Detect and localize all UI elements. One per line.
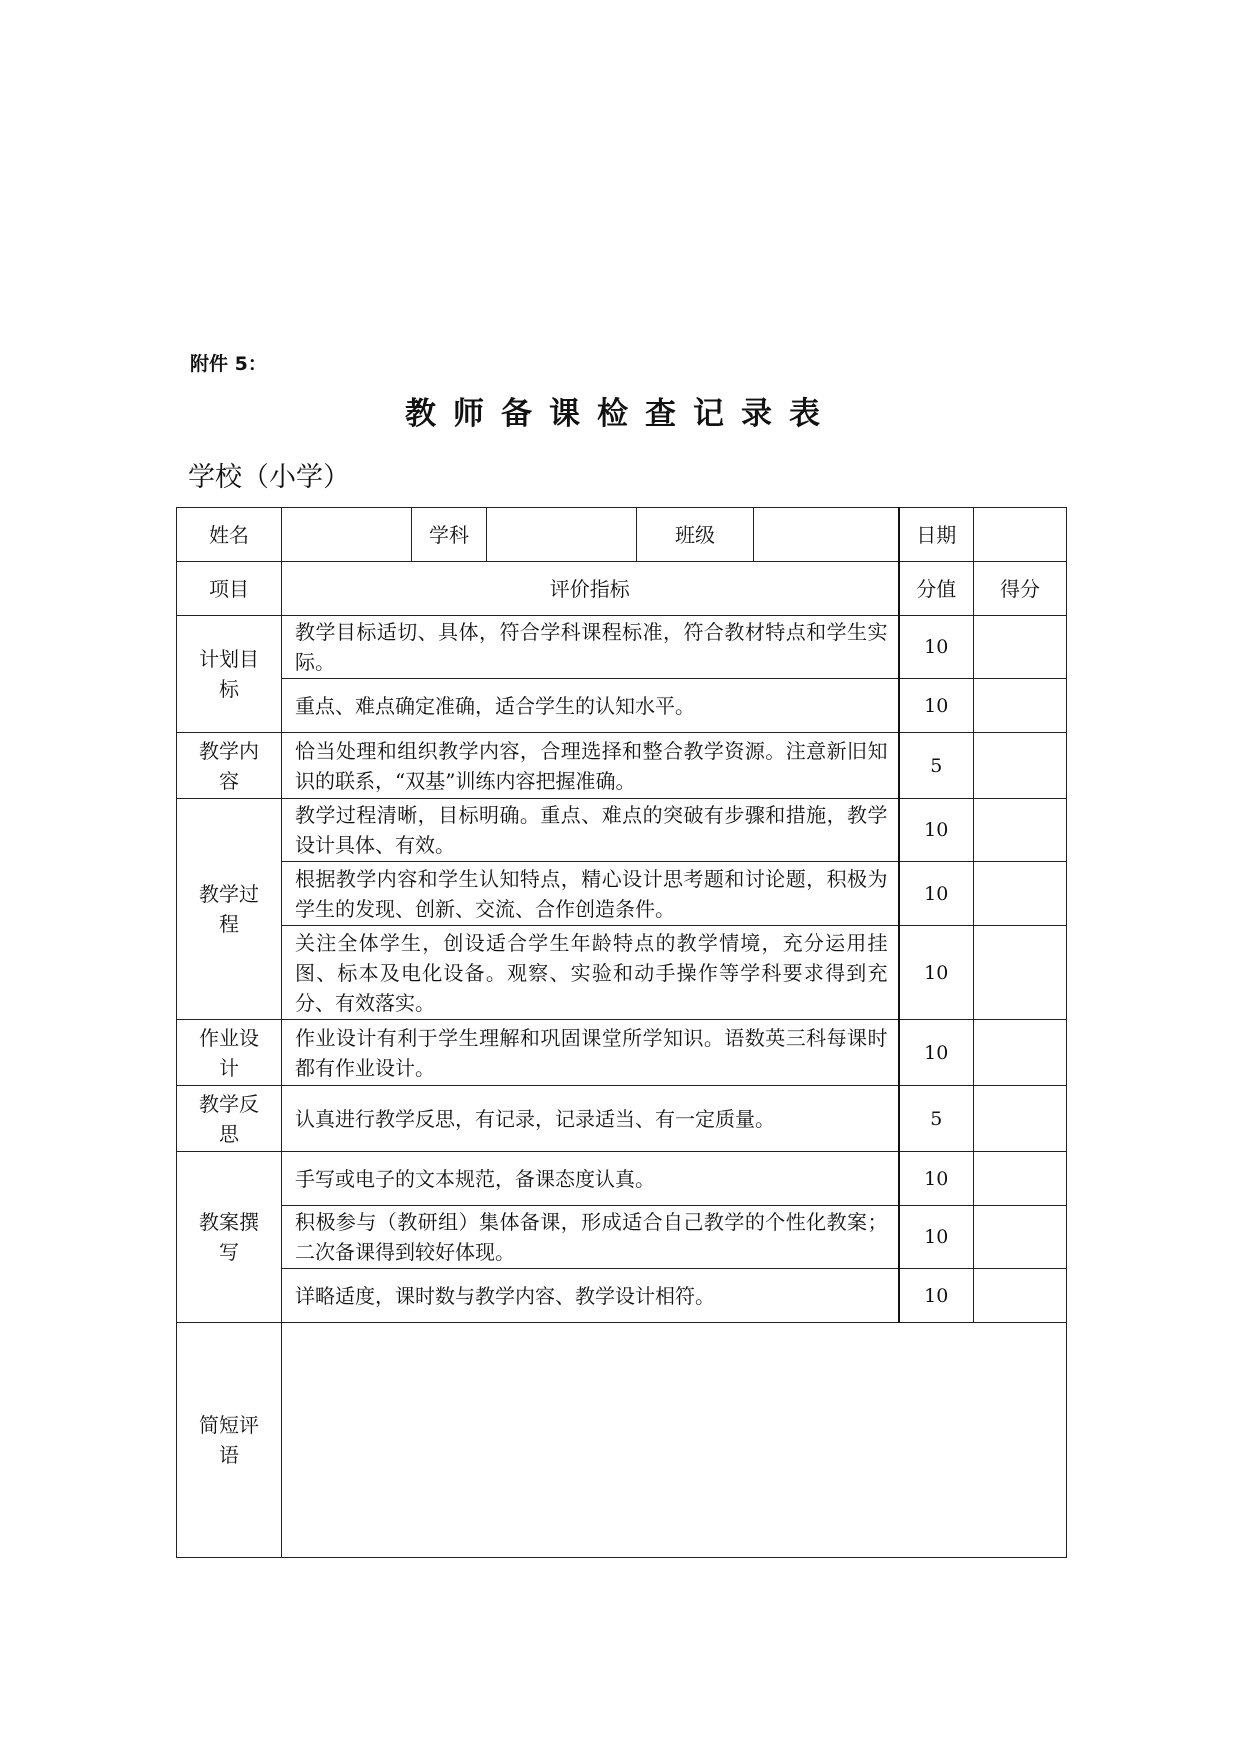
score-field[interactable] <box>974 616 1067 679</box>
criteria-text: 关注全体学生，创设适合学生年龄特点的教学情境，充分运用挂图、标本及电化设备。观察、实验和动手操作等学科要求得到充分、有效落实。 <box>282 926 899 1020</box>
points-value: 10 <box>899 679 974 733</box>
name-field[interactable] <box>282 508 412 562</box>
table-row <box>177 926 1067 1020</box>
criteria-text: 教学过程清晰，目标明确。重点、难点的突破有步骤和措施，教学设计具体、有效。 <box>282 799 899 862</box>
criteria-text: 根据教学内容和学生认知特点，精心设计思考题和讨论题，积极为学生的发现、创新、交流、合作创造条件。 <box>282 862 899 926</box>
section-label-lesson-plan: 教案撰写 <box>177 1152 282 1323</box>
criteria-text: 作业设计有利于学生理解和巩固课堂所学知识。语数英三科每课时都有作业设计。 <box>282 1020 899 1086</box>
class-field[interactable] <box>754 508 899 562</box>
section-label-process: 教学过程 <box>177 799 282 1020</box>
criteria-text: 手写或电子的文本规范，备课态度认真。 <box>282 1152 899 1206</box>
score-column-header: 得分 <box>974 562 1067 616</box>
score-field[interactable] <box>974 1020 1067 1086</box>
points-column-header: 分值 <box>899 562 974 616</box>
school-label: 学校（小学） <box>188 462 350 493</box>
points-value: 10 <box>899 1020 974 1086</box>
score-field[interactable] <box>974 1269 1067 1323</box>
column-header-row <box>177 562 1067 616</box>
date-label: 日期 <box>899 508 974 562</box>
table-row <box>177 679 1067 733</box>
name-label: 姓名 <box>177 508 282 562</box>
section-label-plan: 计划目标 <box>177 616 282 733</box>
attachment-label: 附件 5： <box>190 353 267 375</box>
comments-label: 简短评语 <box>177 1323 282 1558</box>
criteria-text: 教学目标适切、具体，符合学科课程标准，符合教材特点和学生实际。 <box>282 616 899 679</box>
score-field[interactable] <box>974 1206 1067 1269</box>
comments-field[interactable] <box>282 1323 1067 1558</box>
score-field[interactable] <box>974 1152 1067 1206</box>
subject-label: 学科 <box>412 508 487 562</box>
score-field[interactable] <box>974 926 1067 1020</box>
points-value: 5 <box>899 733 974 799</box>
page-title: 教师备课检查记录表 <box>405 396 837 432</box>
score-field[interactable] <box>974 1086 1067 1152</box>
points-value: 10 <box>899 799 974 862</box>
table-row <box>177 1152 1067 1206</box>
table-row <box>177 1086 1067 1152</box>
class-label: 班级 <box>637 508 754 562</box>
table-row <box>177 1269 1067 1323</box>
section-label-homework: 作业设计 <box>177 1020 282 1086</box>
criteria-column-header: 评价指标 <box>282 562 899 616</box>
table-row <box>177 733 1067 799</box>
table-row <box>177 1206 1067 1269</box>
criteria-text: 恰当处理和组织教学内容，合理选择和整合教学资源。注意新旧知识的联系，“双基”训练内容把握准确。 <box>282 733 899 799</box>
score-field[interactable] <box>974 862 1067 926</box>
date-field[interactable] <box>974 508 1067 562</box>
table-row <box>177 1020 1067 1086</box>
comments-row <box>177 1323 1067 1558</box>
criteria-text: 重点、难点确定准确，适合学生的认知水平。 <box>282 679 899 733</box>
score-field[interactable] <box>974 679 1067 733</box>
table-row <box>177 862 1067 926</box>
table-row <box>177 616 1067 679</box>
points-value: 5 <box>899 1086 974 1152</box>
points-value: 10 <box>899 1269 974 1323</box>
table-row <box>177 799 1067 862</box>
points-value: 10 <box>899 616 974 679</box>
criteria-text: 积极参与（教研组）集体备课，形成适合自己教学的个性化教案；二次备课得到较好体现。 <box>282 1206 899 1269</box>
points-value: 10 <box>899 926 974 1020</box>
section-label-content: 教学内容 <box>177 733 282 799</box>
points-value: 10 <box>899 862 974 926</box>
item-column-header: 项目 <box>177 562 282 616</box>
section-label-reflection: 教学反思 <box>177 1086 282 1152</box>
subject-field[interactable] <box>487 508 637 562</box>
score-field[interactable] <box>974 799 1067 862</box>
criteria-text: 认真进行教学反思，有记录，记录适当、有一定质量。 <box>282 1086 899 1152</box>
criteria-text: 详略适度，课时数与教学内容、教学设计相符。 <box>282 1269 899 1323</box>
lesson-prep-check-table <box>176 507 1067 1558</box>
header-row <box>177 508 1067 562</box>
score-field[interactable] <box>974 733 1067 799</box>
points-value: 10 <box>899 1152 974 1206</box>
points-value: 10 <box>899 1206 974 1269</box>
